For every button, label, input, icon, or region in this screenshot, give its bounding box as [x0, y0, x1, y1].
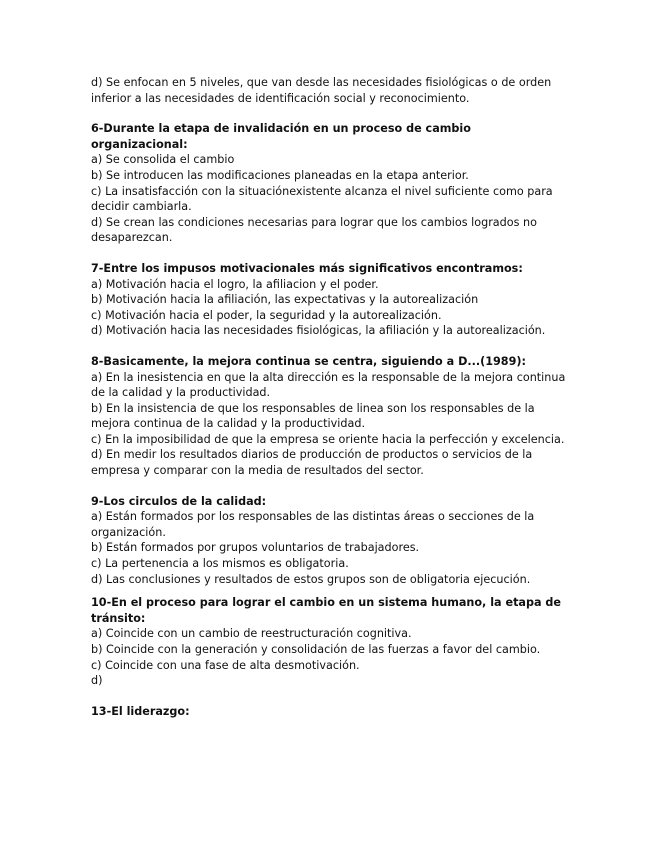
answer-option: a) En la inesistencia en que la alta dirección es la responsable de la mejora continua de la calidad y la productividad.: [91, 370, 566, 400]
answer-option: a) Motivación hacia el logro, la afiliacion y el poder.: [91, 277, 379, 291]
question-8: [91, 354, 570, 479]
answer-option: d) Se crean las condiciones necesarias para lograr que los cambios logrados no desaparezcan.: [91, 215, 537, 245]
question-6: [91, 121, 570, 246]
answer-option: b) Se introducen las modificaciones planeadas en la etapa anterior.: [91, 168, 469, 182]
answer-option: c) La pertenencia a los mismos es obligatoria.: [91, 557, 349, 571]
answer-option: c) Coincide con una fase de alta desmotivación.: [91, 658, 360, 672]
question-13: [91, 704, 570, 720]
answer-option: b) Coincide con la generación y consolidación de las fuerzas a favor del cambio.: [91, 643, 541, 656]
answer-option: d): [91, 674, 103, 688]
answer-option: b) Están formados por grupos voluntarios de trabajadores.: [91, 541, 420, 555]
answer-option: a) Están formados por los responsables de las distintas áreas o secciones de la organización.: [91, 510, 535, 539]
answer-option: c) En la imposibilidad de que la empresa se oriente hacia la perfección y excelencia.: [91, 432, 565, 446]
answer-option: c) La insatisfacción con la situaciónexistente alcanza el nivel suficiente como para decidir cambiarla.: [91, 184, 553, 214]
question-10: [91, 595, 570, 689]
question-title: 8-Basicamente, la mejora continua se centra, siguiendo a D...(1989):: [91, 354, 526, 368]
answer-option: b) Motivación hacia la afiliación, las expectativas y la autorealización: [91, 293, 479, 307]
question-title: 13-El liderazgo:: [91, 704, 190, 718]
question-title: 6-Durante la etapa de invalidación en un proceso de cambio organizacional:: [91, 122, 471, 151]
answer-option: d) Motivación hacia las necesidades fisiológicas, la afiliación y la autorealización.: [91, 324, 546, 338]
answer-option: c) Motivación hacia el poder, la seguridad y la autorealización.: [91, 308, 442, 322]
answer-option: d) En medir los resultados diarios de producción de productos o servicios de la empresa y comparar con la media de resultados del sector.: [91, 448, 533, 478]
question-9: [91, 494, 570, 588]
intro-paragraph: d) Se enfocan en 5 niveles, que van desde las necesidades fisiológicas o de orden inferior a las necesidades de identificación social y reconocimiento.: [91, 76, 552, 105]
intro-block: [91, 75, 570, 106]
answer-option: a) Coincide con un cambio de reestructuración cognitiva.: [91, 627, 412, 641]
question-title: 9-Los circulos de la calidad:: [91, 494, 267, 508]
answer-option: d) Las conclusiones y resultados de estos grupos son de obligatoria ejecución.: [91, 572, 531, 586]
question-title: 7-Entre los impusos motivacionales más significativos encontramos:: [91, 261, 523, 275]
question-7: [91, 261, 570, 339]
answer-option: b) En la insistencia de que los responsables de linea son los responsables de la mejora continua de la calidad y la productividad.: [91, 401, 535, 431]
question-title: 10-En el proceso para lograr el cambio en un sistema humano, la etapa de tránsito:: [91, 596, 562, 625]
answer-option: a) Se consolida el cambio: [91, 153, 235, 167]
